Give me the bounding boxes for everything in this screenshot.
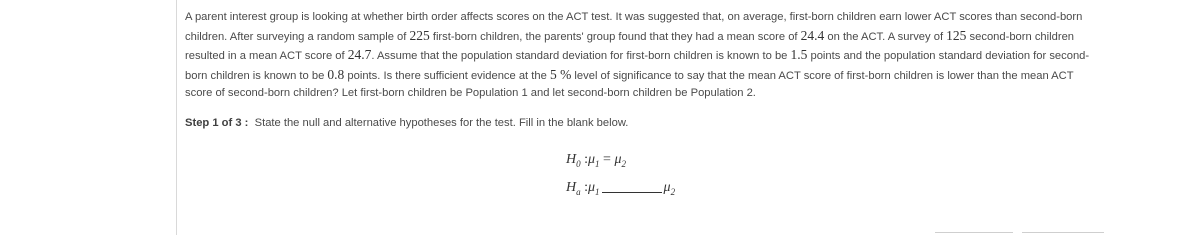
h-symbol: H [566,180,577,195]
mu-symbol: μ [663,180,671,195]
mu-symbol: μ [588,180,596,195]
colon: : [584,180,589,195]
mu-symbol: μ [588,152,596,167]
colon: : [584,152,589,167]
h-subscript: 0 [576,158,581,169]
question-part: first-born children, the parents' group found that they had a mean score of [429,30,801,43]
equals-operator: = [603,152,611,167]
mu-symbol: μ [614,152,622,167]
step-label: Step 1 of 3 : [185,117,249,129]
std-dev-2: 0.8 [327,66,345,82]
operator-blank-input[interactable] [602,180,662,193]
button-edge[interactable] [1022,232,1104,236]
question-part: second-born children resulted in a mean ACT score of [185,30,1075,63]
mu-subscript: 2 [621,158,626,169]
h-subscript: a [576,186,581,197]
question-part: . Assume that the population standard deviation for first-born children is known to be [371,50,791,63]
question-text [185,9,1095,103]
h-symbol: H [566,152,577,167]
question-part: A parent interest group is looking at whether birth order affects scores on the ACT test. It was suggested that, on average, first-born children earn lower ACT scores than second-born children. After surveying a random sample of [185,11,1083,43]
question-part: points and the population standard deviation for second-born children is known to be [185,50,1090,82]
significance-level: 5 % [549,66,572,82]
alternative-hypothesis [566,180,675,197]
null-hypothesis [566,152,626,169]
step-text: State the null and alternative hypotheses for the test. Fill in the blank below. [254,117,629,129]
question-part: on the ACT. A survey of [824,30,947,43]
mu-subscript: 2 [670,186,676,197]
std-dev-1: 1.5 [790,47,808,63]
question-part: level of significance to say that the mean ACT score of first-born children is lower than the mean ACT score of second-born children? Let first-born children be Population 1 and let second-born children be Population 2. [185,69,1074,100]
sample-size-1: 225 [409,27,430,43]
mean-1: 24.4 [800,27,825,43]
mu-subscript: 1 [595,186,600,197]
step-instruction [185,117,628,129]
mean-2: 24.7 [347,47,372,63]
button-edge[interactable] [935,232,1013,236]
question-part: points. Is there sufficient evidence at the [344,69,550,82]
sample-size-2: 125 [946,27,967,43]
mu-subscript: 1 [595,158,600,169]
